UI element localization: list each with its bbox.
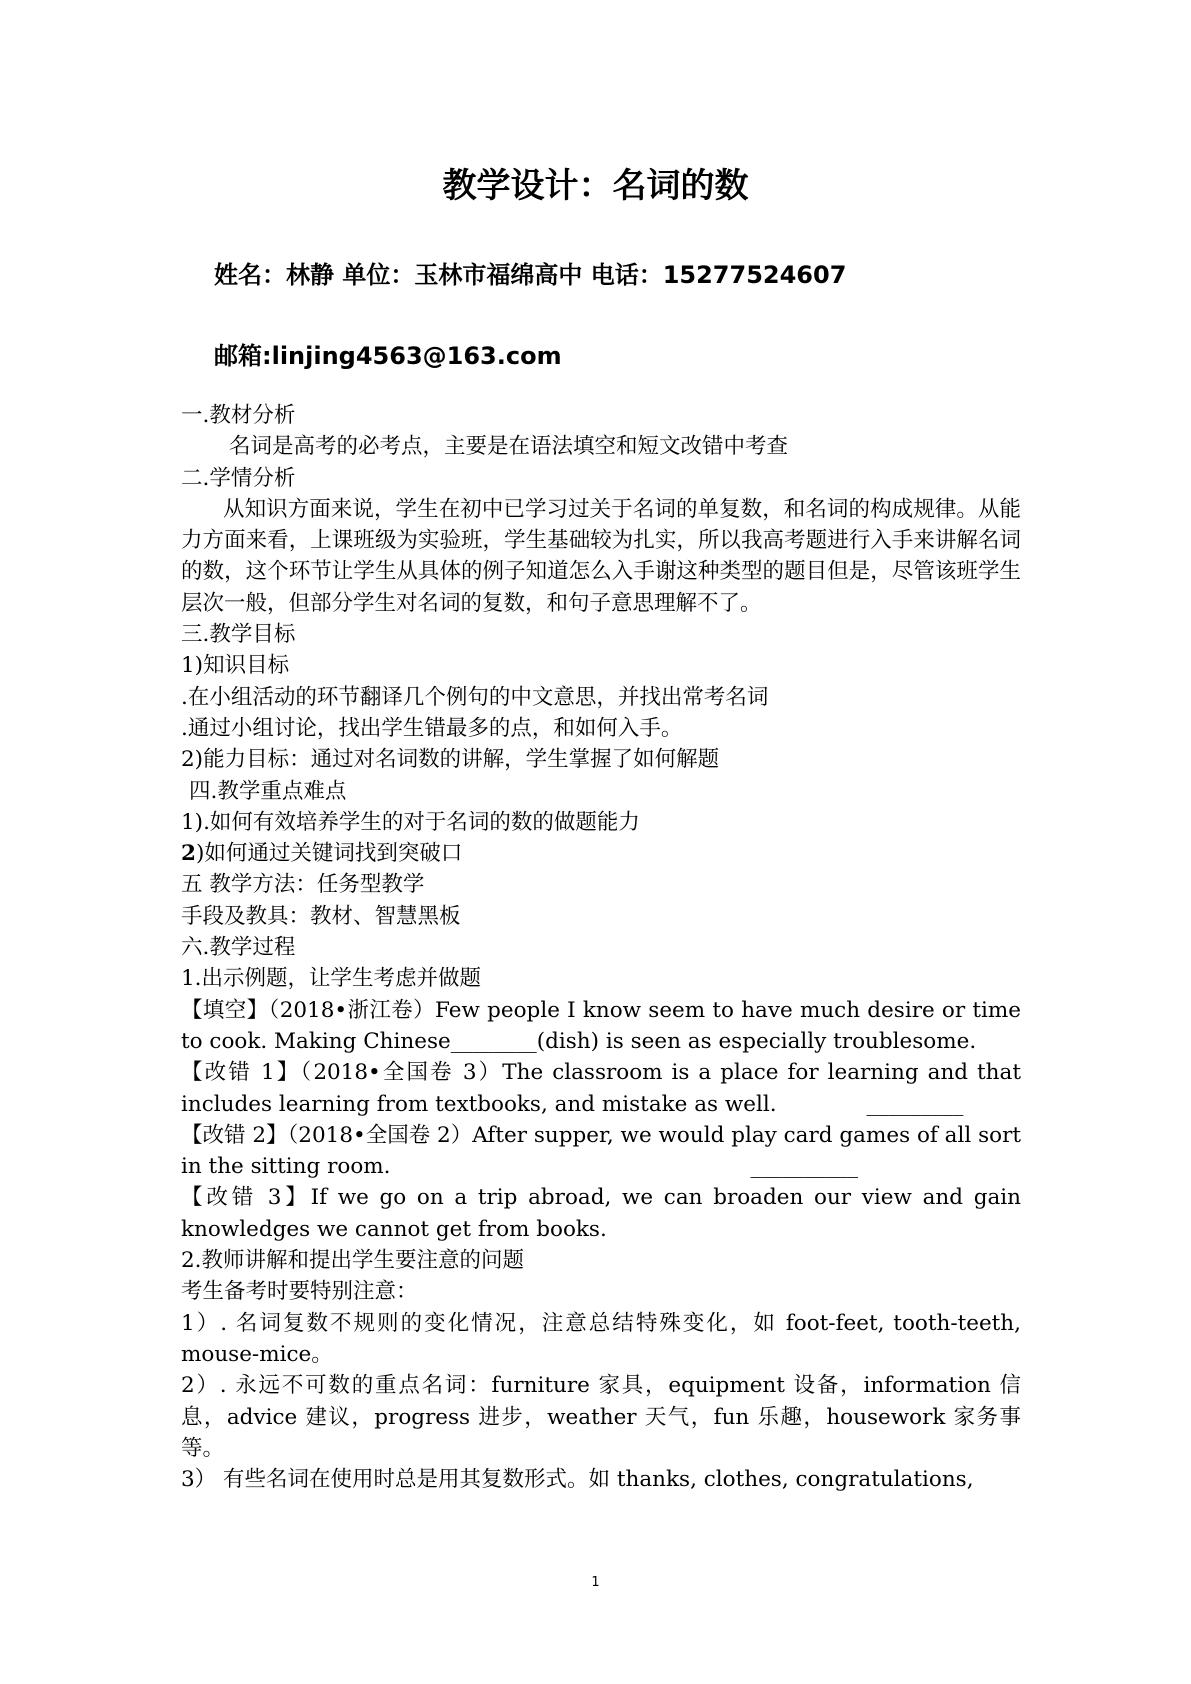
example-fill-blank: 【填空】（2018•浙江卷）Few people I know seem to have much desire or time to cook. Making Chinese________(dish) is seen as especially troublesome. (181, 997, 1021, 1054)
example-correction-3: 【改错 3】If we go on a trip abroad, we can broaden our view and gain knowledges we cannot get from books. (181, 1185, 1021, 1242)
paragraph-textbook-analysis: 名词是高考的必考点，主要是在语法填空和短文改错中考查 (229, 434, 789, 460)
paragraph-student-analysis: 从知识方面来说，学生在初中已学习过关于名词的单复数，和名词的构成规律。从能力方面来看，上课班级为实验班，学生基础较为扎实，所以我高考题进行入手来讲解名词的数，这个环节让学生从具体的例子知道怎么入手谢这种类型的题目但是，尽管该班学生层次一般，但部分学生对名词的复数，和句子意思理解不了。 (181, 496, 1021, 616)
process-step-1: 1.出示例题，让学生考虑并做题 (181, 966, 482, 992)
note-irregular-plurals: 1）. 名词复数不规则的变化情况，注意总结特殊变化，如 foot-feet, tooth-teeth, mouse-mice。 (181, 1310, 1021, 1367)
example-correction-2-text: 【改错 2】（2018•全国卷 2）After supper, we would play card games of all sort in the sitting room. (181, 1122, 1021, 1180)
process-step-2: 2.教师讲解和提出学生要注意的问题 (181, 1248, 525, 1274)
section-heading-textbook-analysis: 一.教材分析 (181, 403, 296, 428)
goal-ability: 2)能力目标：通过对名词数的讲解，学生掌握了如何解题 (181, 747, 720, 773)
goal-knowledge-item-a: .在小组活动的环节翻译几个例句的中文意思，并找出常考名词 (181, 684, 769, 710)
author-info-line: 姓名：林静 单位：玉林市福绵高中 电话：15277524607 (214, 261, 847, 289)
document-title: 教学设计：名词的数 (442, 166, 749, 206)
section-heading-teaching-goals: 三.教学目标 (181, 622, 296, 648)
answer-blank-1: _________ (866, 1091, 964, 1117)
example-correction-2 (181, 1120, 1021, 1183)
document-body (181, 400, 1021, 1495)
goal-knowledge: 1)知识目标 (181, 653, 290, 679)
key-point-2-number: 2 (181, 841, 196, 867)
teaching-tools: 手段及教具：教材、智慧黑板 (181, 903, 461, 929)
notes-intro: 考生备考时要特别注意： (181, 1279, 418, 1305)
goal-knowledge-item-b: .通过小组讨论，找出学生错最多的点，和如何入手。 (181, 715, 683, 741)
answer-blank-2: __________ (750, 1154, 858, 1180)
example-correction-1-text: 【改错 1】（2018•全国卷 3）The classroom is a place for learning and that includes learning from textbooks, and mistake as well. (181, 1060, 1021, 1117)
section-heading-student-analysis: 二.学情分析 (181, 465, 296, 491)
page-number: 1 (591, 1575, 600, 1590)
example-correction-1 (181, 1057, 1021, 1120)
key-point-2 (181, 838, 1021, 869)
email-line: 邮箱:linjing4563@163.com (214, 342, 562, 370)
section-heading-key-points: 四.教学重点难点 (189, 778, 347, 804)
note-plural-only-nouns: 3） 有些名词在使用时总是用其复数形式。如 thanks, clothes, congratulations, (181, 1467, 974, 1493)
key-point-1: 1).如何有效培养学生的对于名词的数的做题能力 (181, 809, 640, 835)
note-uncountable-nouns: 2）. 永远不可数的重点名词：furniture 家具，equipment 设备，information 信息，advice 建议，progress 进步，weather 天气，fun 乐趣，housework 家务事等。 (181, 1373, 1021, 1461)
section-heading-teaching-process: 六.教学过程 (181, 935, 296, 961)
teaching-method: 五 教学方法：任务型教学 (181, 872, 425, 898)
key-point-2-text: )如何通过关键词找到突破口 (195, 841, 463, 867)
